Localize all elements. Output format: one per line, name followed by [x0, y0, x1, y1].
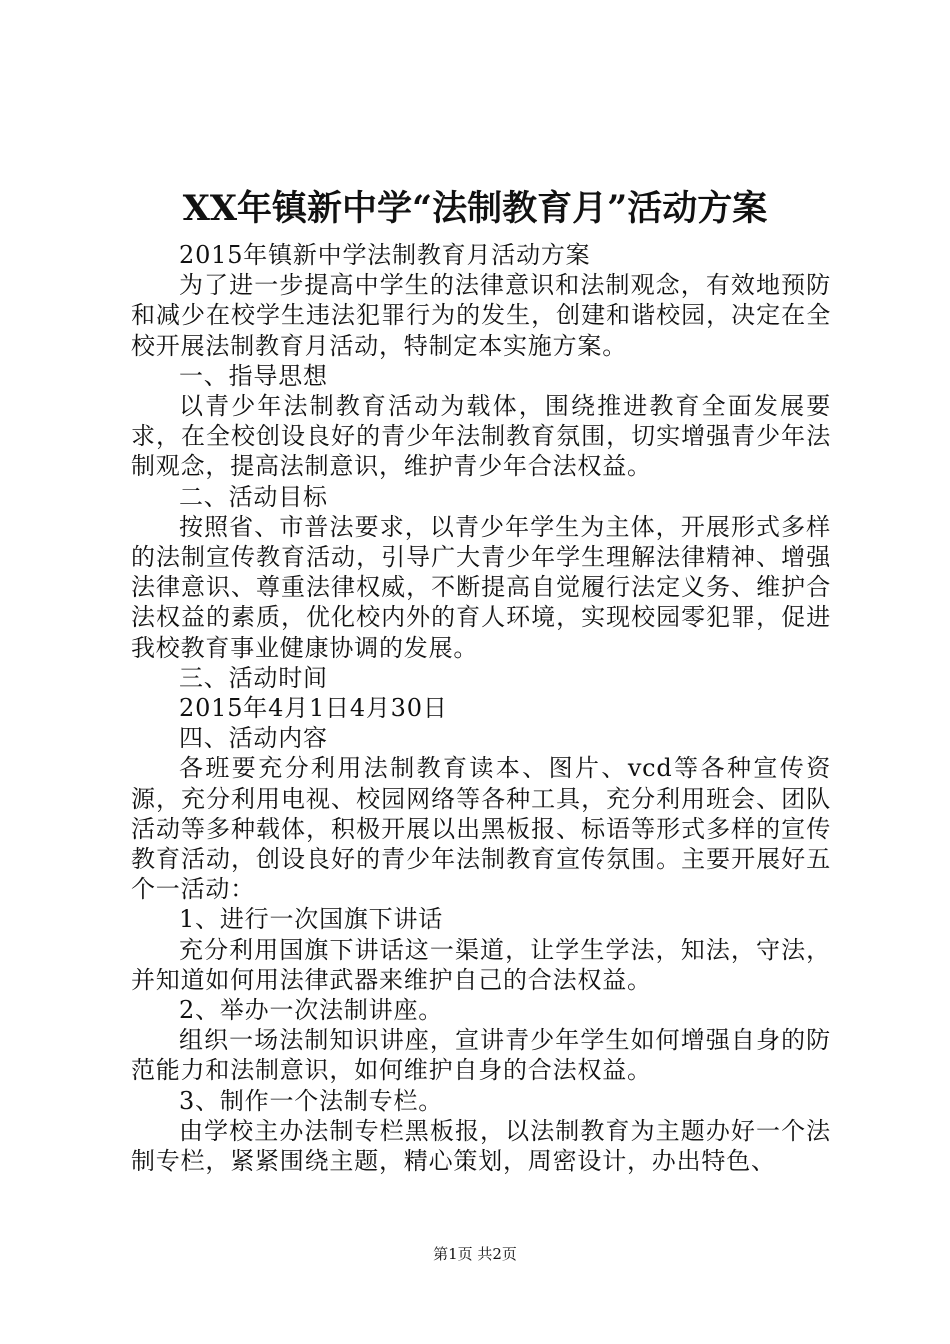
intro-paragraph: 为了进一步提高中学生的法律意识和法制观念，有效地预防和减少在校学生违法犯罪行为的发生，创建和谐校园，决定在全校开展法制教育月活动，特制定本实施方案。 [131, 271, 831, 360]
section-heading-content: 四、活动内容 [179, 724, 328, 753]
section-heading-time: 三、活动时间 [179, 663, 328, 692]
activity-heading-3: 3、制作一个法制专栏。 [179, 1086, 444, 1115]
section-heading-guiding-thought: 一、指导思想 [179, 361, 328, 390]
activity-paragraph-1: 充分利用国旗下讲话这一渠道，让学生学法，知法，守法，并知道如何用法律武器来维护自己的合法权益。 [131, 935, 831, 994]
subtitle-paragraph: 2015年镇新中学法制教育月活动方案 [179, 241, 591, 269]
activity-paragraph-3: 由学校主办法制专栏黑板报，以法制教育为主题办好一个法制专栏，紧紧围绕主题，精心策划，周密设计，办出特色、 [131, 1116, 831, 1176]
document-body [131, 240, 831, 1176]
page-title: XX年镇新中学“法制教育月”活动方案 [182, 188, 768, 229]
activity-time-paragraph: 2015年4月1日4月30日 [179, 694, 448, 723]
activity-heading-2: 2、举办一次法制讲座。 [179, 996, 444, 1025]
guiding-thought-paragraph: 以青少年法制教育活动为载体，围绕推进教育全面发展要求，在全校创设良好的青少年法制教育氛围，切实增强青少年法制观念，提高法制意识，维护青少年合法权益。 [131, 392, 831, 481]
activity-paragraph-2: 组织一场法制知识讲座，宣讲青少年学生如何增强自身的防范能力和法制意识，如何维护自身的合法权益。 [131, 1026, 831, 1085]
page-footer: 第1页 共2页 [433, 1245, 517, 1263]
goals-paragraph: 按照省、市普法要求，以青少年学生为主体，开展形式多样的法制宣传教育活动，引导广大青少年学生理解法律精神、增强法律意识、尊重法律权威，不断提高自觉履行法定义务、维护合法权益的素质，优化校内外的育人环境，实现校园零犯罪，促进我校教育事业健康协调的发展。 [131, 512, 831, 662]
section-heading-goals: 二、活动目标 [179, 482, 328, 511]
activity-heading-1: 1、进行一次国旗下讲话 [179, 905, 444, 934]
content-paragraph: 各班要充分利用法制教育读本、图片、vcd等各种宣传资源，充分利用电视、校园网络等各种工具，充分利用班会、团队活动等多种载体，积极开展以出黑板报、标语等形式多样的宣传教育活动，创设良好的青少年法制教育宣传氛围。主要开展好五个一活动： [131, 754, 831, 904]
